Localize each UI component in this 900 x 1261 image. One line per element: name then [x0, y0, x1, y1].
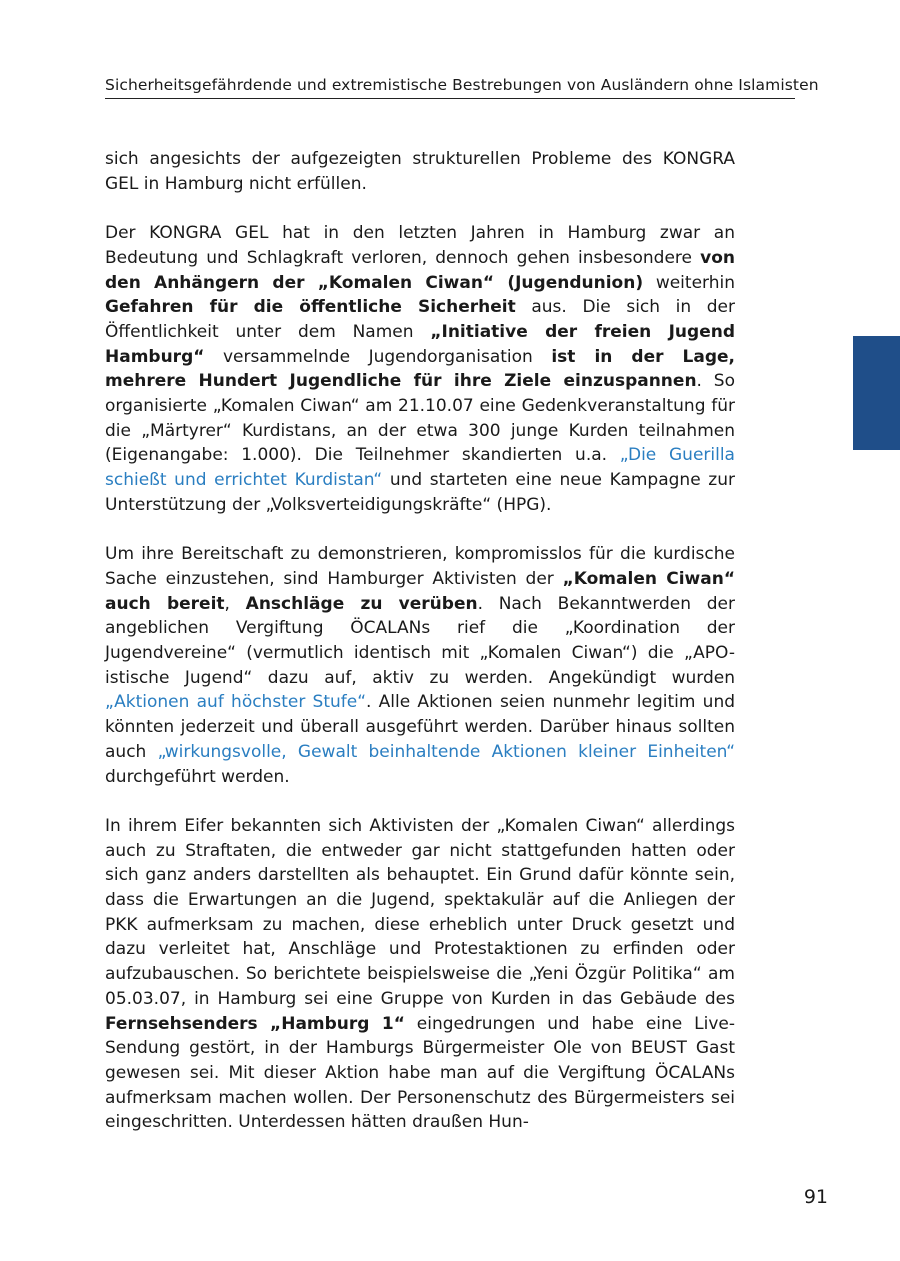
- body-paragraph: [105, 542, 735, 789]
- emphasis-text: Anschläge zu verüben: [245, 593, 478, 614]
- paragraph-text: weiterhin: [643, 272, 735, 293]
- emphasis-text: Fernsehsenders „Hamburg 1“: [105, 1013, 405, 1034]
- emphasis-text: Gefahren für die öffentliche Sicherheit: [105, 297, 516, 318]
- emphasis-text: „Komalen Ciwan“ auch bereit: [105, 568, 736, 614]
- paragraph-text: versammelnde Jugendorganisation: [204, 346, 552, 367]
- body-paragraph: [105, 814, 735, 1135]
- paragraph-text: und starteten eine neue Kampagne zur Unterstützung der „Volksverteidigungskräfte“ (HPG).: [105, 470, 735, 515]
- paragraph-text: . So organisierte „Komalen Ciwan“ am 21.10.07 eine Gedenkveranstaltung für die „Märtyrer“ Kurdistans, an der etwa 300 junge Kurden teilnahmen (Eigenangabe: 1.000). Die Teilnehmer skandierten u.a.: [105, 371, 735, 466]
- paragraph-text: . Alle Aktionen seien nunmehr legitim und könnten jederzeit und überall ausgeführt werden. Darüber hinaus sollten auch: [105, 692, 736, 762]
- paragraph-text: durchgeführt werden.: [105, 766, 290, 787]
- paragraph-text: In ihrem Eifer bekannten sich Aktivisten der „Komalen Ciwan“ allerdings auch zu Straftaten, die entweder gar nicht stattgefunden hatten oder sich ganz anders darstellten als behauptet. Ein Grund dafür könnte sein, dass die Erwartungen an die Jugend, spektakulär auf die Anliegen der PKK aufmerksam zu machen, diese erheblich unter Druck gesetzt und dazu verleitet hat, Anschläge und Protestaktionen zu erfinden oder aufzubauschen. So berichtete beispielsweise die „Yeni Özgür Politika“ am 05.03.07, in Hamburg sei eine Gruppe von Kurden in das Gebäude des: [105, 815, 735, 1009]
- page-number: 91: [803, 1186, 828, 1208]
- highlighted-quote: „Aktionen auf höchster Stufe“: [105, 692, 367, 713]
- body-text: [105, 147, 735, 1135]
- chapter-tab-marker: [853, 336, 900, 450]
- paragraph-text: aus. Die sich in der Öffentlichkeit unter dem Namen: [105, 297, 736, 342]
- emphasis-text: „Initiative der freien Jugend Hamburg“: [105, 321, 735, 367]
- paragraph-text: Um ihre Bereitschaft zu demonstrieren, kompromisslos für die kurdische Sache einzustehen, sind Hamburger Aktivisten der: [105, 544, 735, 589]
- running-header: Sicherheitsgefährdende und extremistische Bestrebungen von Ausländern ohne Islamisten: [105, 76, 819, 94]
- highlighted-quote: „wirkungsvolle, Gewalt beinhaltende Aktionen kleiner Einheiten“: [157, 741, 736, 762]
- paragraph-text: eingedrungen und habe eine Live-Sendung gestört, in der Hamburgs Bürgermeister Ole von BEUST Gast gewesen sei. Mit dieser Aktion habe man auf die Vergiftung ÖCALANs aufmerksam machen wollen. Der Personenschutz des Bürgermeisters sei eingeschritten. Unterdessen hätten draußen Hun-: [105, 1013, 735, 1133]
- highlighted-quote: „Die Guerilla schießt und errichtet Kurdistan“: [105, 445, 735, 491]
- body-paragraph: [105, 147, 735, 196]
- paragraph-text: Der KONGRA GEL hat in den letzten Jahren in Hamburg zwar an Bedeutung und Schlagkraft verloren, dennoch gehen insbesondere: [105, 223, 735, 268]
- emphasis-text: ist in der Lage, mehrere Hundert Jugendliche für ihre Ziele einzuspannen: [105, 346, 735, 392]
- header-rule: [105, 98, 795, 99]
- body-paragraph: [105, 221, 735, 517]
- paragraph-text: ,: [224, 593, 246, 614]
- emphasis-text: von den Anhängern der „Komalen Ciwan“ (Jugendunion): [105, 247, 735, 293]
- paragraph-text: sich angesichts der aufgezeigten strukturellen Probleme des KONGRA GEL in Hamburg nicht erfüllen.: [105, 149, 735, 194]
- paragraph-text: . Nach Bekanntwerden der angeblichen Vergiftung ÖCALANs rief die „Koordination der Jugendvereine“ (vermutlich identisch mit „Komalen Ciwan“) die „APO-istische Jugend“ dazu auf, aktiv zu werden. Angekündigt wurden: [105, 593, 735, 688]
